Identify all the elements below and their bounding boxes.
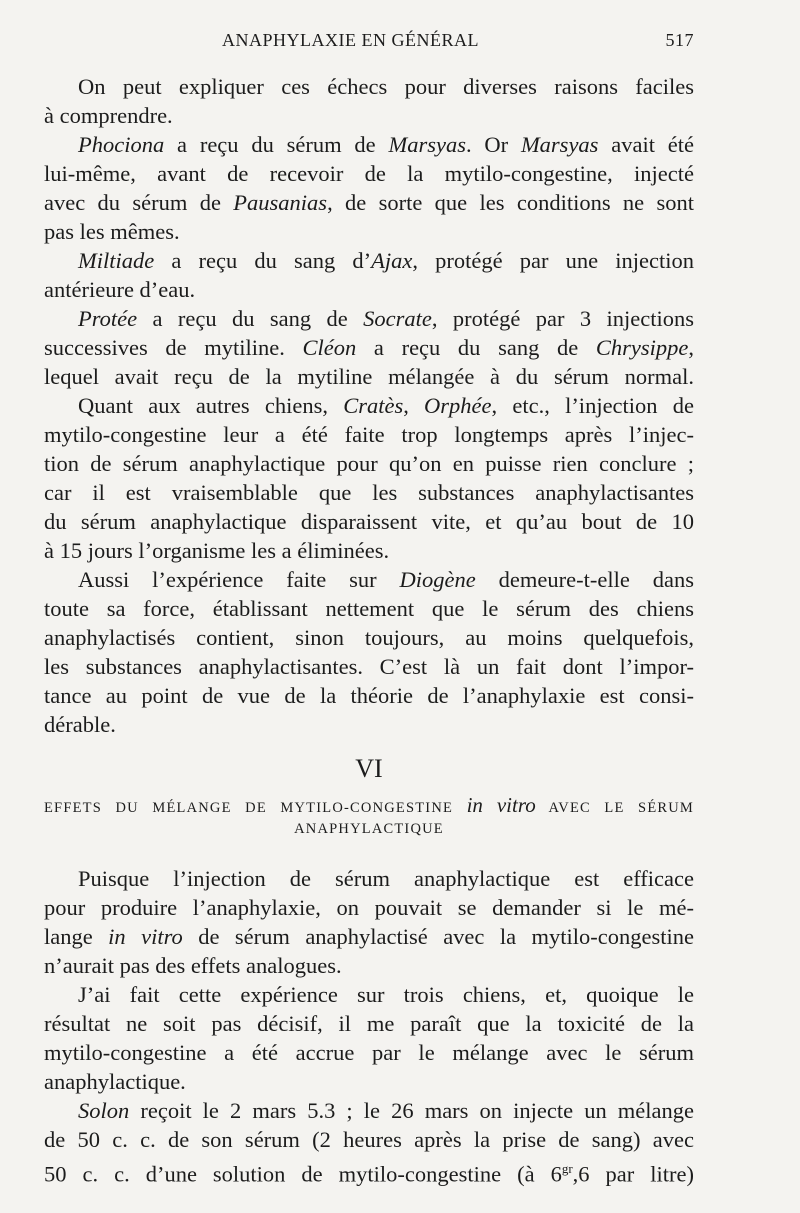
caption-text: AVEC LE SÉRUM [548, 800, 695, 816]
caption-italic: in vitro [466, 793, 536, 817]
text-line: lui-même, avant de recevoir de la mytilo-congestine, injecté [44, 161, 694, 186]
text-line: antérieure d’eau. [44, 277, 196, 302]
section-caption [44, 793, 694, 818]
text-line: J’ai fait cette expérience sur trois chiens, et, quoique le [78, 982, 694, 1007]
text-line: mytilo-congestine leur a été faite trop longtemps après l’injec- [44, 422, 694, 447]
text-line: 50 c. c. d’une solution de mytilo-congestine (à $6^{gr},6$ par litre) [44, 1161, 694, 1187]
text-line: Puisque l’injection de sérum anaphylactique est efficace [78, 866, 694, 891]
caption-text: EFFETS DU MÉLANGE DE MYTILO-CONGESTINE [44, 800, 454, 816]
text-line: tance au point de vue de la théorie de l’anaphylaxie est consi- [44, 683, 694, 708]
text-line: à 15 jours l’organisme les a éliminées. [44, 538, 390, 563]
text-line: les substances anaphylactisantes. C’est là un fait dont l’impor- [44, 654, 694, 679]
text-line: Aussi l’expérience faite sur Diogène demeure-t-elle dans [78, 567, 694, 592]
text-line: pas les mêmes. [44, 219, 180, 244]
text-line: du sérum anaphylactique disparaissent vite, et qu’au bout de 10 [44, 509, 694, 534]
section-caption-line2: ANAPHYLACTIQUE [294, 821, 444, 837]
text-line: dérable. [44, 712, 116, 737]
text-line: avec du sérum de Pausanias, de sorte que les conditions ne sont [44, 190, 694, 215]
text-line: car il est vraisemblable que les substances anaphylactisantes [44, 480, 694, 505]
text-line: Quant aux autres chiens, Cratès, Orphée, etc., l’injection de [78, 393, 694, 418]
text-line: Protée a reçu du sang de Socrate, protégé par 3 injections [78, 306, 694, 331]
text-line: de 50 c. c. de son sérum (2 heures après la prise de sang) avec [44, 1127, 694, 1152]
text-line: mytilo-congestine a été accrue par le mélange avec le sérum [44, 1040, 694, 1065]
running-header [44, 30, 694, 54]
text-line: Solon reçoit le 2 mars 5.3 ; le 26 mars on injecte un mélange [78, 1098, 694, 1123]
text-line: pour produire l’anaphylaxie, on pouvait se demander si le mé- [44, 895, 694, 920]
text-line: n’aurait pas des effets analogues. [44, 953, 342, 978]
text-line: anaphylactique. [44, 1069, 186, 1094]
page-number: 517 [665, 30, 694, 50]
text-line: On peut expliquer ces échecs pour diverses raisons faciles [78, 74, 694, 99]
text-line: lequel avait reçu de la mytiline mélangée à du sérum normal. [44, 364, 694, 389]
text-line: résultat ne soit pas décisif, il me paraît que la toxicité de la [44, 1011, 694, 1036]
text-line: anaphylactisés contient, sinon toujours, au moins quelquefois, [44, 625, 694, 650]
text-line: lange in vitro de sérum anaphylactisé avec la mytilo-congestine [44, 924, 694, 949]
text-line: Miltiade a reçu du sang d’Ajax, protégé par une injection [78, 248, 694, 273]
section-number: VI [355, 754, 383, 783]
text-line: à comprendre. [44, 103, 173, 128]
text-line: toute sa force, établissant nettement que le sérum des chiens [44, 596, 694, 621]
text-line: tion de sérum anaphylactique pour qu’on en puisse rien conclure ; [44, 451, 694, 476]
running-title: ANAPHYLAXIE EN GÉNÉRAL [222, 30, 479, 50]
text-line: successives de mytiline. Cléon a reçu du sang de Chrysippe, [44, 335, 694, 360]
text-line: Phociona a reçu du sérum de Marsyas. Or Marsyas avait été [78, 132, 694, 157]
